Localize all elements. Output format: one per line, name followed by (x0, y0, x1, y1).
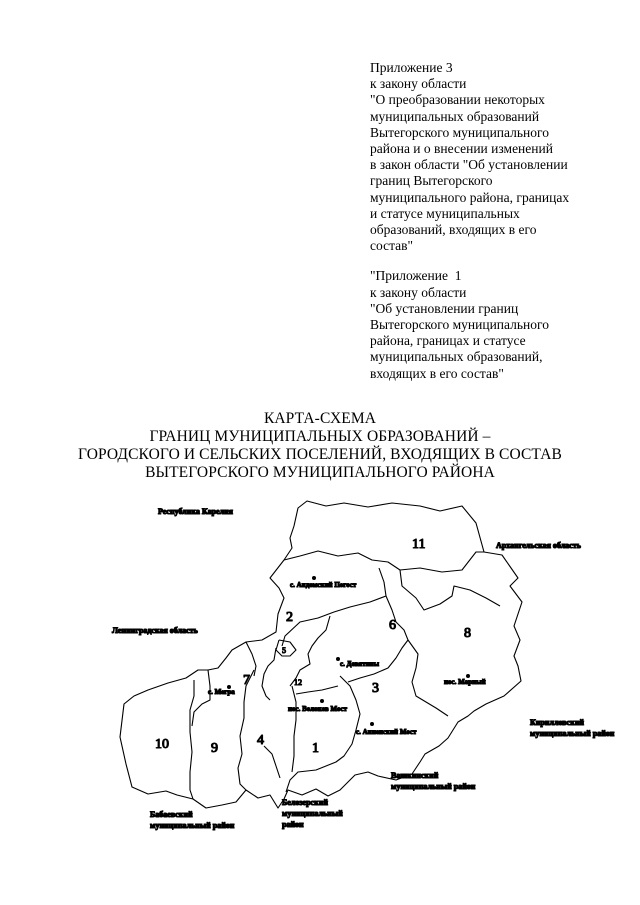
district-number-5: 5 (282, 646, 286, 655)
appendix-line-1: Приложение 3 (370, 60, 453, 75)
settlement-andomsky-label: с. Андомский Погост (290, 581, 357, 589)
district-number-6: 6 (389, 618, 396, 633)
neighbor-kirillov-label-1: Кирилловский (530, 718, 585, 727)
settlement-dot-volokov (320, 699, 324, 703)
appendix-block (370, 60, 632, 382)
appendix-original-line-6: муниципальных образований, (370, 349, 543, 365)
district-outline (120, 501, 522, 808)
map-title (0, 410, 640, 482)
neighbor-belozersk-label-1: Белозерский (282, 798, 328, 807)
boundary-6-inner (348, 596, 408, 682)
district-number-2: 2 (286, 610, 293, 625)
settlement-volokov-label: пос. Волоков Мост (288, 705, 348, 713)
boundary-5 (276, 640, 296, 656)
title-line-2: ГРАНИЦ МУНИЦИПАЛЬНЫХ ОБРАЗОВАНИЙ – (149, 428, 491, 445)
neighbor-kirillov-label-2: муниципальный район (530, 729, 615, 738)
settlement-dot-annensky (370, 722, 374, 726)
boundary-3-8 (408, 640, 448, 716)
district-number-8: 8 (464, 626, 471, 641)
district-number-11: 11 (412, 537, 426, 552)
boundary-4-9 (238, 670, 254, 790)
appendix-line-11: образований, входящих в его (370, 222, 537, 238)
neighbor-belozersk-label-2: муниципальный (282, 809, 343, 818)
neighbor-karelia-label: Республика Карелия (158, 507, 233, 516)
appendix-line-9: муниципального района, границах (370, 189, 570, 205)
appendix-line-5: Вытегорского муниципального (370, 124, 549, 140)
settlement-annensky-label: с. Анненский Мост (356, 728, 417, 736)
appendix-lines (370, 60, 632, 254)
title-line-3: ГОРОДСКОГО И СЕЛЬСКИХ ПОСЕЛЕНИЙ, ВХОДЯЩИХ В СОСТАВ (78, 446, 562, 463)
boundary-10-9 (190, 680, 194, 799)
boundary-9-7 (192, 670, 210, 726)
settlement-marny-label: пос. Марный (444, 678, 486, 686)
district-number-7: 7 (243, 673, 250, 688)
neighbor-vashki-label-1: Вашкинский (391, 771, 439, 780)
boundary-1-12 (292, 686, 296, 772)
neighbor-belozersk-label-3: район (282, 820, 304, 829)
settlement-megra-label: с. Мегра (208, 688, 235, 696)
settlement-dot-andomsky (312, 576, 316, 580)
appendix-line-6: района и о внесении изменений (370, 141, 553, 157)
boundary-11-2 (284, 551, 484, 572)
appendix-line-2: к закону области (370, 76, 467, 92)
boundary-6-8 (400, 570, 500, 610)
appendix-original-line-1: "Приложение 1 (370, 268, 462, 284)
neighbor-babaevo-label-1: Бабаевский (150, 810, 193, 819)
district-number-9: 9 (211, 741, 218, 756)
boundary-7-12 (246, 642, 256, 676)
district-number-10: 10 (155, 737, 169, 752)
appendix-line-7: в закон области "Об установлении (370, 157, 568, 173)
title-line-4: ВЫТЕГОРСКОГО МУНИЦИПАЛЬНОГО РАЙОНА (145, 464, 495, 481)
boundary-4-1 (264, 746, 280, 778)
appendix-line-10: и статусе муниципальных (370, 205, 520, 221)
district-map (0, 490, 640, 840)
boundary-2-6 (282, 568, 386, 646)
appendix-lines-original (370, 268, 632, 381)
district-number-3: 3 (372, 681, 379, 696)
appendix-original-line-2: к закону области (370, 284, 467, 300)
appendix-line-12: состав" (370, 238, 414, 254)
title-line-1: КАРТА-СХЕМА (263, 410, 377, 427)
appendix-original-line-3: "Об установлении границ (370, 300, 519, 316)
neighbor-leningrad-label: Ленинградская область (112, 626, 198, 635)
neighbor-babaevo-label-2: муниципальный район (150, 821, 235, 830)
boundary-12-4 (262, 648, 276, 700)
neighbor-arkhangelsk-label: Архангельская область (496, 541, 581, 550)
settlement-devyatiny-label: с. Девятины (340, 660, 380, 668)
appendix-original-line-5: района, границах и статусе (370, 333, 526, 349)
boundary-12-6 (290, 616, 330, 686)
appendix-line-8: границ Вытегорского (370, 173, 493, 189)
appendix-original-line-7: входящих в его состав" (370, 365, 504, 381)
boundary-1-top (296, 686, 338, 694)
appendix-original-line-4: Вытегорского муниципального (370, 317, 549, 333)
neighbor-vashki-label-2: муниципальный район (391, 782, 476, 791)
district-number-1: 1 (312, 741, 319, 756)
district-number-12: 12 (294, 678, 302, 687)
appendix-line-4: муниципальных образований (370, 108, 540, 124)
district-number-4: 4 (257, 733, 264, 748)
appendix-line-3: "О преобразовании некоторых (370, 92, 545, 108)
